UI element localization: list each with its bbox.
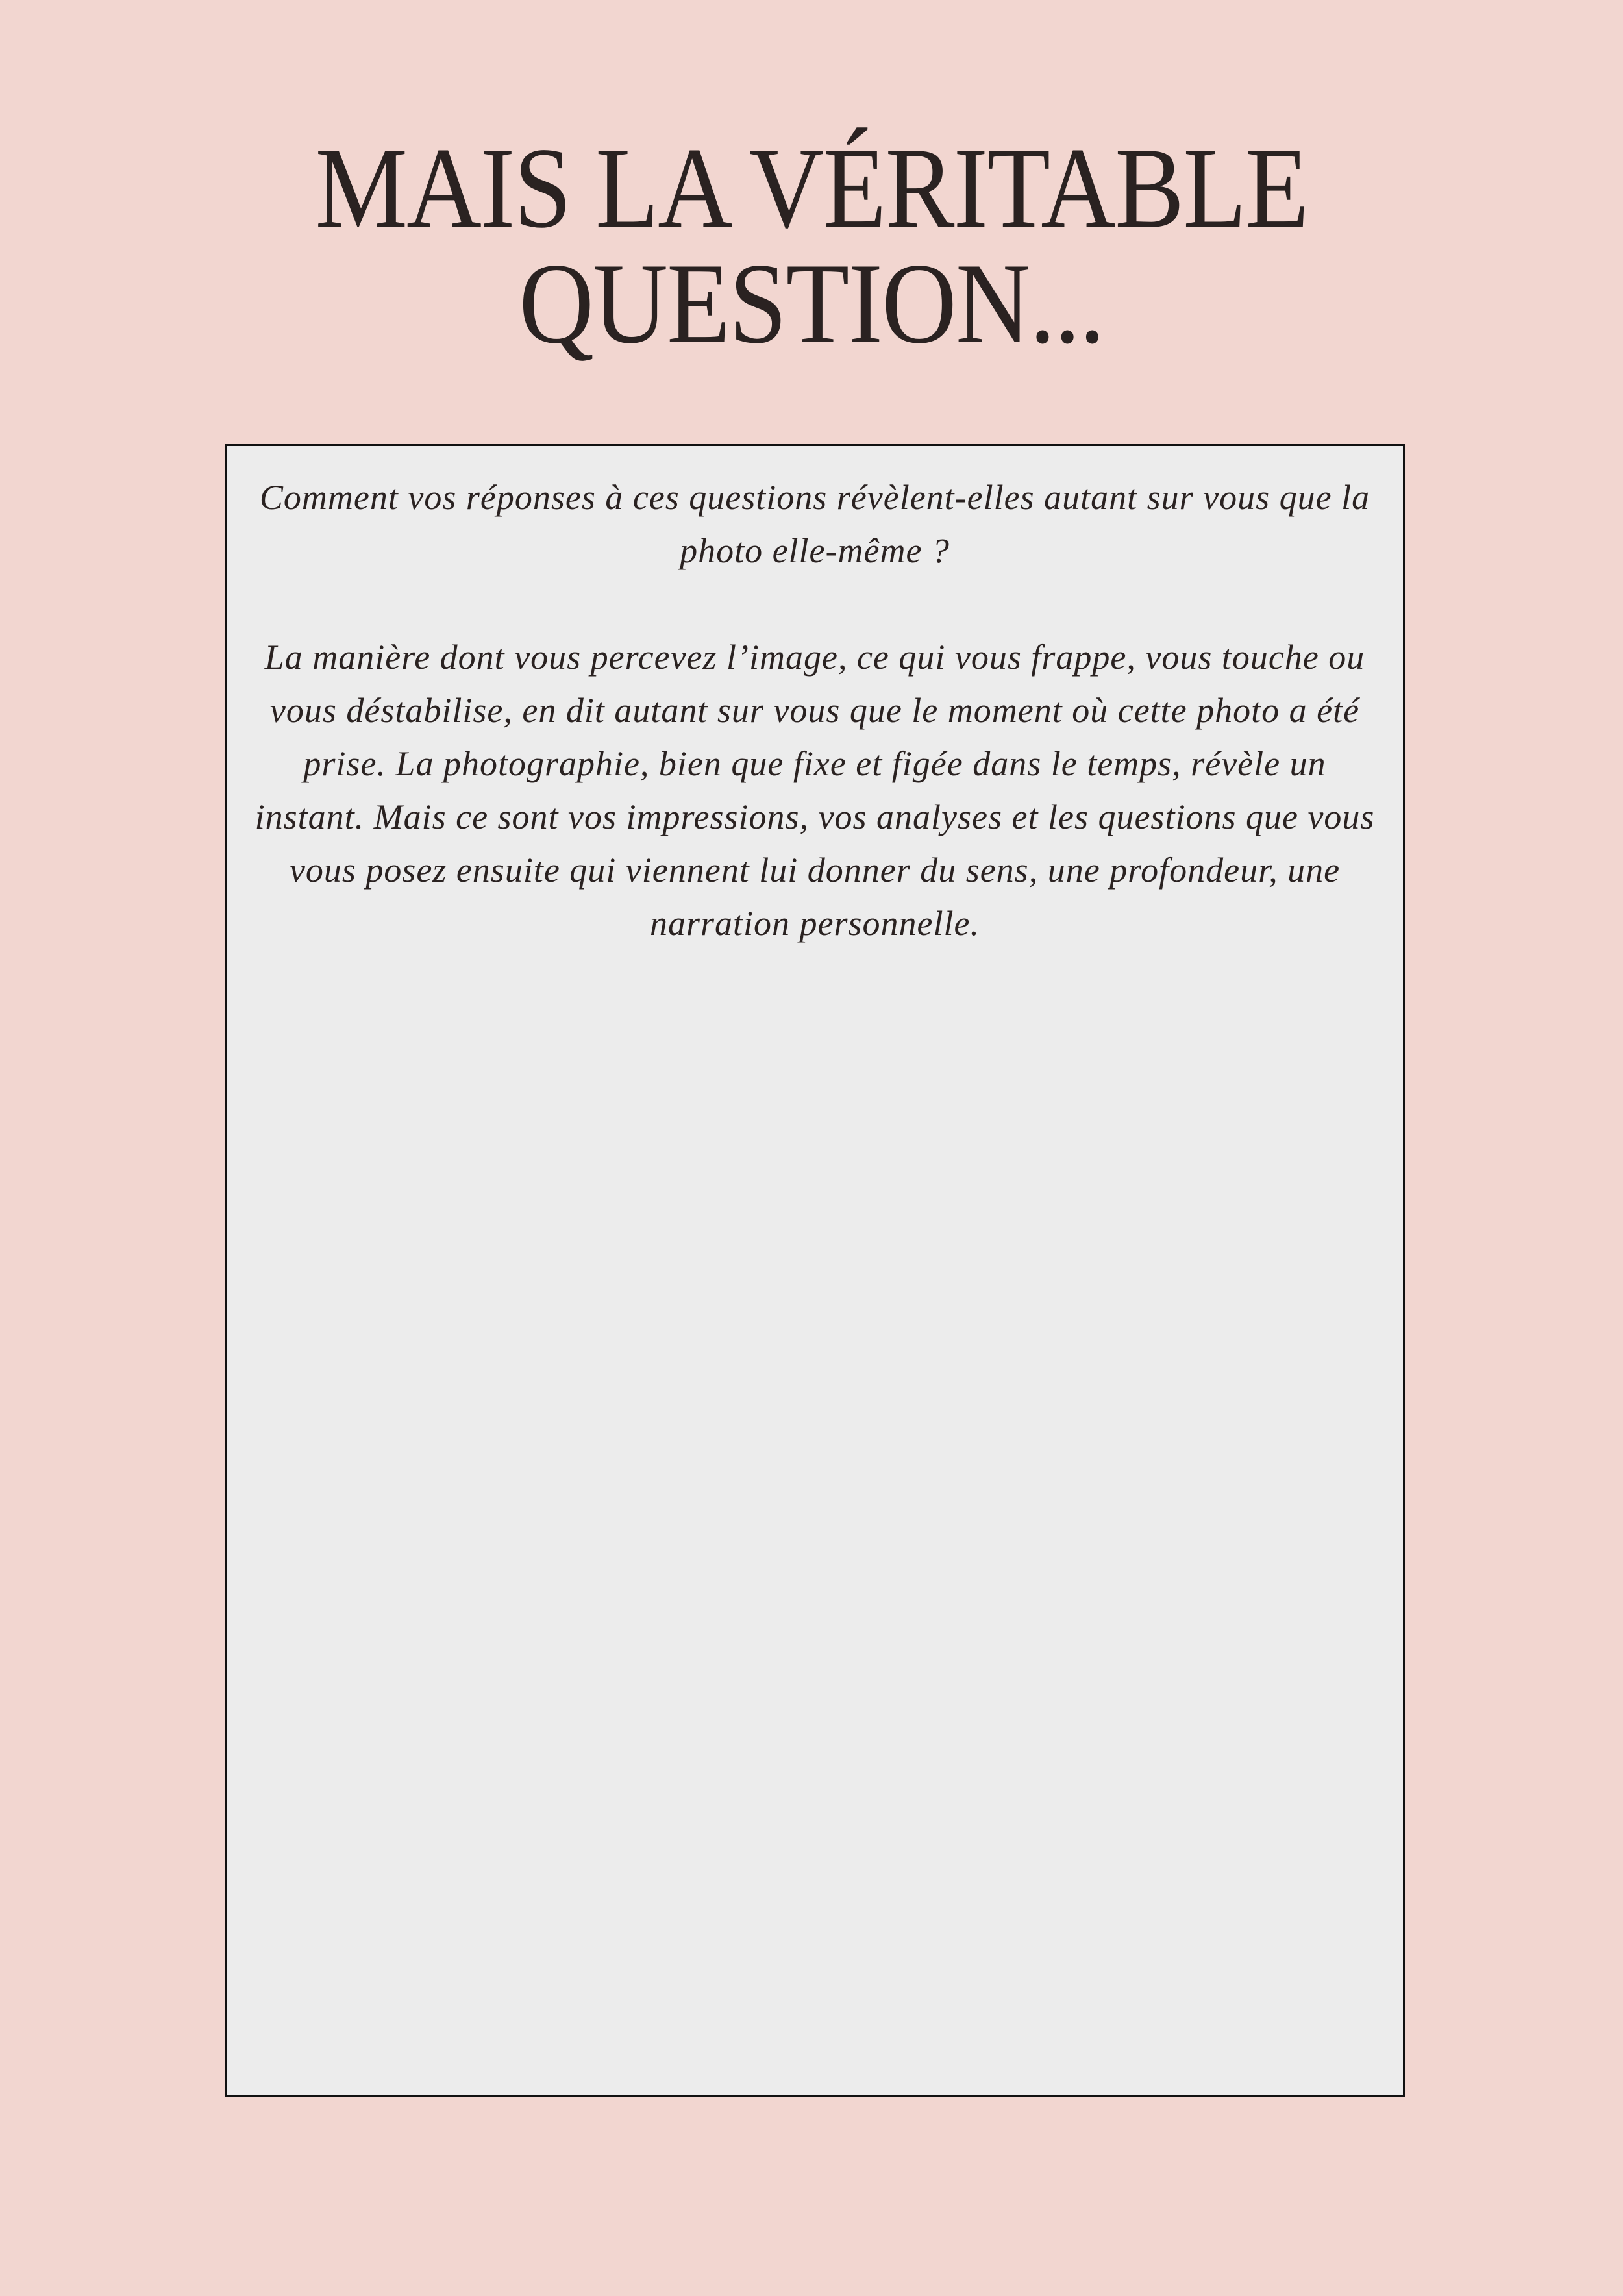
title-line-1: MAIS LA VÉRITABLE	[315, 123, 1308, 252]
page-title	[81, 123, 1542, 368]
text-box	[225, 444, 1405, 2097]
question-paragraph: Comment vos réponses à ces questions révèlent-elles autant sur vous que la photo elle-même ?	[259, 478, 1370, 570]
body-paragraph: La manière dont vous percevez l’image, ce qui vous frappe, vous touche ou vous déstabilise, en dit autant sur vous que le moment où cette photo a été prise. La photographie, bien que fixe et figée dans le temps, révèle un instant. Mais ce sont vos impressions, vos analyses et les questions que vous vous posez ensuite qui viennent lui donner du sens, une profondeur, une narration personnelle.	[254, 638, 1375, 943]
title-line-2: QUESTION...	[519, 239, 1104, 368]
paragraph-spacer	[246, 577, 1383, 630]
text-body	[246, 471, 1383, 950]
